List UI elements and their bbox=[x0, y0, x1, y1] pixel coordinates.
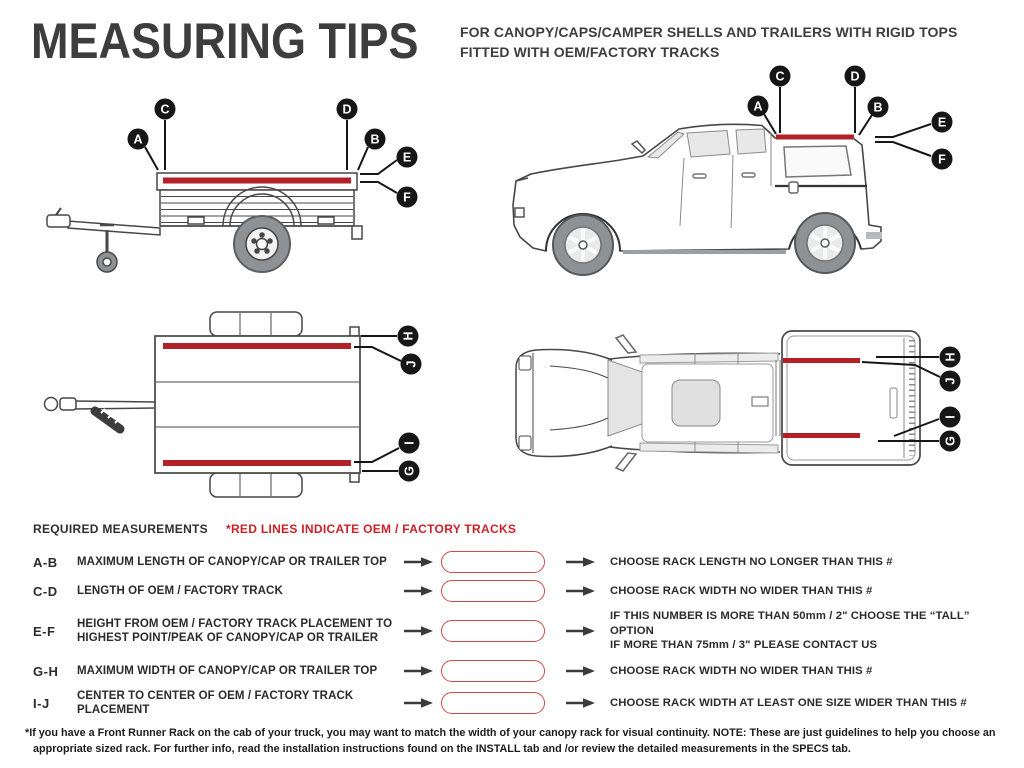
measurement-key: G-H bbox=[33, 663, 59, 679]
measurement-row bbox=[33, 580, 1015, 602]
callout-b bbox=[358, 129, 386, 171]
arrow-right-icon bbox=[565, 625, 596, 637]
truck-side-view-diagram bbox=[490, 58, 1024, 303]
measurement-value-box bbox=[441, 692, 545, 714]
subtitle-line-1: FOR CANOPY/CAPS/CAMPER SHELLS AND TRAILERS WITH RIGID TOPS bbox=[460, 24, 958, 40]
svg-text:D: D bbox=[850, 69, 860, 84]
required-measurements-label: REQUIRED MEASUREMENTS bbox=[33, 522, 208, 536]
arrow-right-icon bbox=[565, 556, 596, 568]
trailer-side-line-art bbox=[47, 173, 362, 272]
measurement-row bbox=[33, 609, 1015, 653]
measurement-key: C-D bbox=[33, 583, 58, 599]
svg-text:H: H bbox=[943, 352, 958, 362]
arrow-right-icon bbox=[403, 556, 434, 568]
svg-text:D: D bbox=[342, 102, 352, 117]
page-title: MEASURING TIPS bbox=[31, 13, 419, 69]
measurement-row bbox=[33, 689, 1015, 718]
oem-track-line bbox=[163, 343, 351, 349]
legend bbox=[33, 522, 516, 536]
svg-text:J: J bbox=[404, 360, 419, 368]
arrow-right-icon bbox=[565, 585, 596, 597]
measurement-key: A-B bbox=[33, 554, 58, 570]
measurement-recommendation: CHOOSE RACK WIDTH AT LEAST ONE SIZE WIDER THAN THIS # bbox=[610, 697, 967, 710]
arrow-right-icon bbox=[403, 697, 434, 709]
svg-text:E: E bbox=[937, 115, 947, 130]
arrow-right-icon bbox=[565, 697, 596, 709]
measurement-row bbox=[33, 660, 1015, 682]
callout-e bbox=[875, 112, 953, 138]
measurements-table bbox=[33, 551, 1015, 725]
oem-track-line bbox=[783, 433, 860, 438]
callout-d bbox=[337, 99, 358, 171]
page-subtitle bbox=[460, 23, 1020, 62]
callout-g bbox=[362, 461, 420, 482]
svg-text:C: C bbox=[775, 69, 785, 84]
callout-b bbox=[859, 97, 889, 136]
svg-text:H: H bbox=[401, 331, 416, 341]
red-lines-note: *RED LINES INDICATE OEM / FACTORY TRACKS bbox=[225, 522, 517, 536]
truck-side-line-art bbox=[513, 124, 882, 275]
truck-top-line-art bbox=[516, 331, 920, 471]
measurement-recommendation: CHOOSE RACK WIDTH NO WIDER THAN THIS # bbox=[610, 664, 873, 677]
svg-text:F: F bbox=[403, 190, 411, 205]
callout-c bbox=[155, 99, 176, 171]
trailer-top-view-diagram bbox=[20, 303, 440, 508]
measurement-row bbox=[33, 551, 1015, 573]
oem-track-line bbox=[163, 460, 351, 466]
callout-f bbox=[360, 182, 418, 208]
measurement-value-box bbox=[441, 620, 545, 642]
measurement-description: CENTER TO CENTER OF OEM / FACTORY TRACK PLACEMENT bbox=[77, 690, 354, 717]
measurement-description: HEIGHT FROM OEM / FACTORY TRACK PLACEMENT TO HIGHEST POINT/PEAK OF CANOPY/CAP OR TRAILER bbox=[77, 617, 393, 644]
measurement-recommendation: CHOOSE RACK LENGTH NO LONGER THAN THIS # bbox=[610, 555, 893, 568]
measurement-value-box bbox=[441, 580, 545, 602]
trailer-side-view-diagram bbox=[20, 78, 440, 303]
svg-text:F: F bbox=[938, 152, 946, 167]
measurement-description: MAXIMUM WIDTH OF CANOPY/CAP OR TRAILER TOP bbox=[77, 664, 378, 677]
oem-track-line bbox=[163, 178, 351, 184]
arrow-right-icon bbox=[403, 625, 434, 637]
subtitle-line-2: FITTED WITH OEM/FACTORY TRACKS bbox=[460, 43, 720, 60]
measurement-value-box bbox=[441, 551, 545, 573]
svg-text:I: I bbox=[402, 441, 417, 445]
trailer-top-line-art bbox=[45, 312, 361, 497]
arrow-right-icon bbox=[403, 665, 434, 677]
callout-c bbox=[770, 66, 791, 134]
svg-text:G: G bbox=[402, 466, 417, 476]
arrow-right-icon bbox=[403, 585, 434, 597]
measurement-value-box bbox=[441, 660, 545, 682]
callout-a bbox=[128, 129, 159, 171]
svg-text:A: A bbox=[753, 99, 763, 114]
callout-i bbox=[354, 433, 420, 463]
measurement-description: LENGTH OF OEM / FACTORY TRACK bbox=[77, 584, 283, 597]
measurement-recommendation: CHOOSE RACK WIDTH NO WIDER THAN THIS # bbox=[610, 584, 873, 597]
measurement-key: E-F bbox=[33, 623, 56, 639]
callout-e bbox=[360, 147, 418, 175]
svg-text:A: A bbox=[133, 132, 143, 147]
footnote: *If you have a Front Runner Rack on the cab of your truck, you may want to match the width of your canopy rack for visual continuity. NOTE: These are just guidelines to help you choose an appropriate sized rack. For further info, read the installation instructions found on the INSTALL tab and /or review the detailed measurements in the SPECS tab. bbox=[25, 727, 996, 755]
svg-text:E: E bbox=[402, 150, 412, 165]
oem-track-line bbox=[776, 135, 854, 140]
arrow-right-icon bbox=[565, 665, 596, 677]
callout-f bbox=[875, 142, 953, 170]
svg-text:B: B bbox=[873, 100, 883, 115]
callout-h bbox=[361, 326, 419, 347]
svg-text:B: B bbox=[370, 132, 380, 147]
measurement-key: I-J bbox=[33, 695, 50, 711]
measurement-description: MAXIMUM LENGTH OF CANOPY/CAP OR TRAILER TOP bbox=[77, 555, 387, 568]
truck-top-view-diagram bbox=[490, 298, 1024, 513]
measurement-recommendation: IF THIS NUMBER IS MORE THAN 50mm / 2" CHOOSE THE “TALL” OPTION IF MORE THAN 75mm / 3" PLEASE CONTACT US bbox=[610, 610, 970, 652]
svg-text:C: C bbox=[160, 102, 170, 117]
svg-text:J: J bbox=[943, 377, 958, 385]
svg-text:G: G bbox=[943, 436, 958, 446]
oem-track-line bbox=[783, 358, 860, 363]
callout-j bbox=[354, 347, 422, 375]
callout-d bbox=[845, 66, 866, 134]
svg-text:I: I bbox=[943, 415, 958, 419]
